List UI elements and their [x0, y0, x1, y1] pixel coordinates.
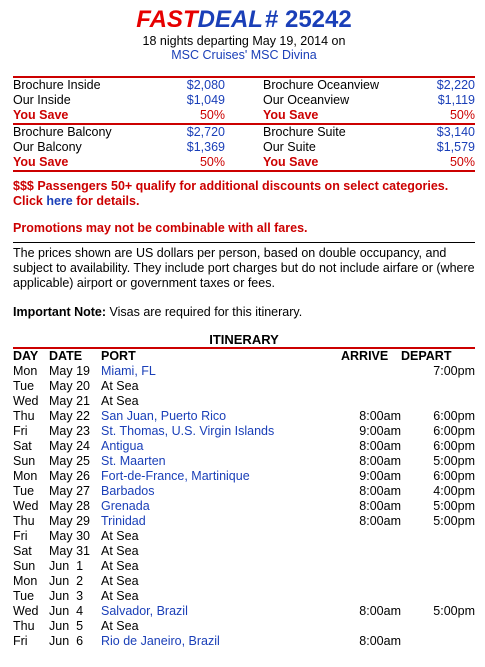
col-header-port: PORT	[101, 349, 136, 363]
itinerary-date: May 28	[49, 499, 90, 513]
itinerary-row	[13, 544, 475, 559]
itinerary-port: At Sea	[101, 619, 139, 633]
itinerary-date: Jun 3	[49, 589, 84, 603]
price-value: $3,140	[436, 125, 475, 139]
itinerary-arrive: 9:00am	[359, 469, 401, 483]
itinerary-date: May 22	[49, 409, 90, 423]
important-note-text: Visas are required for this itinerary.	[106, 305, 303, 319]
price-value: $1,579	[436, 140, 475, 154]
itinerary-arrive: 8:00am	[359, 454, 401, 468]
itinerary-day: Sun	[13, 454, 36, 468]
port-link[interactable]: Salvador, Brazil	[101, 604, 188, 618]
price-label: Brochure Suite	[263, 125, 346, 139]
itinerary-date: May 27	[49, 484, 90, 498]
price-row-brochure	[13, 125, 475, 140]
senior-promo	[13, 179, 475, 209]
important-note	[13, 305, 475, 320]
deal-title-deal: DEAL	[197, 6, 263, 33]
itinerary-row	[13, 589, 475, 604]
itinerary-arrive	[341, 379, 401, 394]
itinerary-day: Thu	[13, 514, 35, 528]
itinerary-row	[13, 514, 475, 529]
itinerary-row	[13, 604, 475, 619]
important-note-label: Important Note:	[13, 305, 107, 319]
port-link[interactable]: Barbados	[101, 484, 155, 498]
itinerary-day: Thu	[13, 619, 35, 633]
itinerary-depart	[401, 544, 475, 559]
save-label: You Save	[263, 155, 319, 169]
itinerary-day: Wed	[13, 604, 39, 618]
itinerary-arrive: 8:00am	[359, 514, 401, 528]
itinerary-arrive	[341, 559, 401, 574]
itinerary-arrive	[341, 619, 401, 634]
itinerary-arrive	[341, 529, 401, 544]
itinerary-depart	[401, 574, 475, 589]
itinerary-day: Tue	[13, 589, 35, 603]
port-link[interactable]: Grenada	[101, 499, 150, 513]
itinerary-depart: 6:00pm	[433, 469, 475, 483]
itinerary-arrive	[341, 574, 401, 589]
sailing-summary: 18 nights departing May 19, 2014 on	[142, 34, 346, 48]
ship-link[interactable]: MSC Cruises' MSC Divina	[171, 48, 317, 62]
price-label: Our Oceanview	[263, 93, 350, 107]
col-header-depart: DEPART	[401, 349, 452, 363]
itinerary-arrive	[341, 394, 401, 409]
save-label: You Save	[13, 155, 69, 169]
itinerary-port: At Sea	[101, 529, 139, 543]
itinerary-date: May 25	[49, 454, 90, 468]
itinerary-date: Jun 5	[49, 619, 84, 633]
itinerary-date: May 26	[49, 469, 90, 483]
deal-number: # 25242	[264, 6, 352, 33]
col-header-date: DATE	[49, 349, 83, 363]
price-value: $2,220	[436, 78, 475, 92]
fastdeal-page	[13, 0, 475, 649]
deal-title-fast: FAST	[136, 6, 198, 33]
itinerary-arrive	[341, 364, 401, 379]
price-value: $1,369	[186, 140, 225, 154]
price-row-save	[13, 108, 475, 123]
price-label: Our Balcony	[13, 140, 82, 154]
itinerary-depart: 4:00pm	[433, 484, 475, 498]
itinerary-day: Mon	[13, 364, 38, 378]
promo-disclaimer: Promotions may not be combinable with all fares.	[13, 221, 308, 235]
itinerary-depart: 5:00pm	[433, 454, 475, 468]
itinerary-port: At Sea	[101, 574, 139, 588]
itinerary-arrive: 8:00am	[359, 604, 401, 618]
itinerary-row	[13, 529, 475, 544]
price-group-inside-oceanview	[13, 76, 475, 123]
port-link[interactable]: Miami, FL	[101, 364, 156, 378]
price-label: Brochure Balcony	[13, 125, 112, 139]
itinerary-row	[13, 499, 475, 514]
port-link[interactable]: Antigua	[101, 439, 144, 453]
itinerary-body	[13, 364, 475, 649]
itinerary-depart: 5:00pm	[433, 514, 475, 528]
port-link[interactable]: Fort-de-France, Martinique	[101, 469, 250, 483]
itinerary-row	[13, 574, 475, 589]
price-label: Brochure Inside	[13, 78, 101, 92]
itinerary-arrive: 8:00am	[359, 439, 401, 453]
itinerary-depart: 6:00pm	[433, 409, 475, 423]
itinerary-date: May 19	[49, 364, 90, 378]
pricing-terms: The prices shown are US dollars per person, based on double occupancy, and subject to availability. They include port charges but do not include airfare or (where applicable) airport or government taxes or fees.	[13, 246, 475, 290]
itinerary-depart	[401, 559, 475, 574]
itinerary-row	[13, 559, 475, 574]
divider	[13, 242, 475, 243]
click-text: Click	[13, 194, 47, 208]
save-label: You Save	[13, 108, 69, 122]
itinerary-date: Jun 2	[49, 574, 84, 588]
itinerary-date: May 20	[49, 379, 90, 393]
itinerary-depart: 7:00pm	[433, 364, 475, 378]
port-link[interactable]: San Juan, Puerto Rico	[101, 409, 227, 423]
itinerary-date: Jun 1	[49, 559, 84, 573]
port-link[interactable]: Trinidad	[101, 514, 146, 528]
itinerary-arrive: 9:00am	[359, 424, 401, 438]
price-value: $1,119	[437, 93, 475, 107]
price-value: $2,720	[186, 125, 225, 139]
itinerary-depart	[401, 589, 475, 604]
itinerary-day: Sat	[13, 544, 32, 558]
save-value: 50%	[199, 155, 225, 169]
itinerary-port: At Sea	[101, 544, 139, 558]
itinerary-row	[13, 394, 475, 409]
itinerary-day: Tue	[13, 484, 35, 498]
itinerary-date: May 21	[49, 394, 90, 408]
itinerary-day: Wed	[13, 499, 39, 513]
itinerary-date: May 30	[49, 529, 90, 543]
itinerary-port: At Sea	[101, 589, 139, 603]
itinerary-arrive: 8:00am	[359, 409, 401, 423]
itinerary-row	[13, 424, 475, 439]
deal-title	[13, 6, 475, 34]
itinerary-date: May 23	[49, 424, 90, 438]
itinerary-row	[13, 409, 475, 424]
price-value: $2,080	[186, 78, 225, 92]
itinerary-row	[13, 439, 475, 454]
itinerary-port: At Sea	[101, 379, 139, 393]
itinerary-day: Fri	[13, 634, 28, 648]
save-value: 50%	[449, 155, 475, 169]
itinerary-depart: 5:00pm	[433, 604, 475, 618]
itinerary-row	[13, 469, 475, 484]
itinerary-port: At Sea	[101, 559, 139, 573]
details-text: for details.	[72, 194, 140, 208]
save-label: You Save	[263, 108, 319, 122]
port-link[interactable]: Rio de Janeiro, Brazil	[101, 634, 220, 648]
port-link[interactable]: St. Maarten	[101, 454, 166, 468]
price-row-our	[13, 93, 475, 108]
itinerary-depart	[401, 634, 475, 649]
itinerary-date: Jun 6	[49, 634, 84, 648]
itinerary-date: May 24	[49, 439, 90, 453]
save-value: 50%	[449, 108, 475, 122]
col-header-day: DAY	[13, 349, 39, 363]
itinerary-depart	[401, 619, 475, 634]
itinerary-depart: 5:00pm	[433, 499, 475, 513]
itinerary-day: Mon	[13, 469, 38, 483]
itinerary-title: ITINERARY	[209, 332, 279, 347]
price-row-our	[13, 140, 475, 155]
itinerary-depart	[401, 394, 475, 409]
itinerary-day: Fri	[13, 424, 28, 438]
itinerary-arrive	[341, 589, 401, 604]
col-header-arrive: ARRIVE	[341, 349, 389, 363]
itinerary-day: Sat	[13, 439, 32, 453]
itinerary-row	[13, 484, 475, 499]
itinerary-day: Tue	[13, 379, 35, 393]
price-group-balcony-suite	[13, 123, 475, 170]
price-table-bottom-rule	[13, 170, 475, 172]
itinerary-row	[13, 364, 475, 379]
itinerary-date: May 29	[49, 514, 90, 528]
itinerary-day: Sun	[13, 559, 36, 573]
itinerary-arrive: 8:00am	[359, 484, 401, 498]
itinerary-date: Jun 4	[49, 604, 84, 618]
itinerary-port: At Sea	[101, 394, 139, 408]
itinerary-depart	[401, 529, 475, 544]
itinerary-date: May 31	[49, 544, 90, 558]
senior-promo-text: $$$ Passengers 50+ qualify for additional discounts on select categories.	[13, 179, 449, 193]
save-value: 50%	[199, 108, 225, 122]
details-link[interactable]: here	[46, 194, 73, 208]
price-value: $1,049	[186, 93, 225, 107]
itinerary-row	[13, 379, 475, 394]
port-link[interactable]: St. Thomas, U.S. Virgin Islands	[101, 424, 275, 438]
price-label: Our Suite	[263, 140, 316, 154]
itinerary-table	[13, 349, 475, 649]
itinerary-arrive	[341, 544, 401, 559]
itinerary-arrive: 8:00am	[359, 634, 401, 648]
price-row-save	[13, 155, 475, 170]
itinerary-depart	[401, 379, 475, 394]
itinerary-header-row	[13, 349, 475, 364]
itinerary-arrive: 8:00am	[359, 499, 401, 513]
itinerary-row	[13, 634, 475, 649]
price-row-brochure	[13, 78, 475, 93]
itinerary-day: Fri	[13, 529, 28, 543]
itinerary-day: Mon	[13, 574, 38, 588]
itinerary-row	[13, 619, 475, 634]
itinerary-day: Wed	[13, 394, 39, 408]
itinerary-depart: 6:00pm	[433, 439, 475, 453]
itinerary-row	[13, 454, 475, 469]
senior-promo-click	[13, 194, 475, 209]
itinerary-day: Thu	[13, 409, 35, 423]
price-label: Our Inside	[13, 93, 71, 107]
price-label: Brochure Oceanview	[263, 78, 380, 92]
itinerary-depart: 6:00pm	[433, 424, 475, 438]
